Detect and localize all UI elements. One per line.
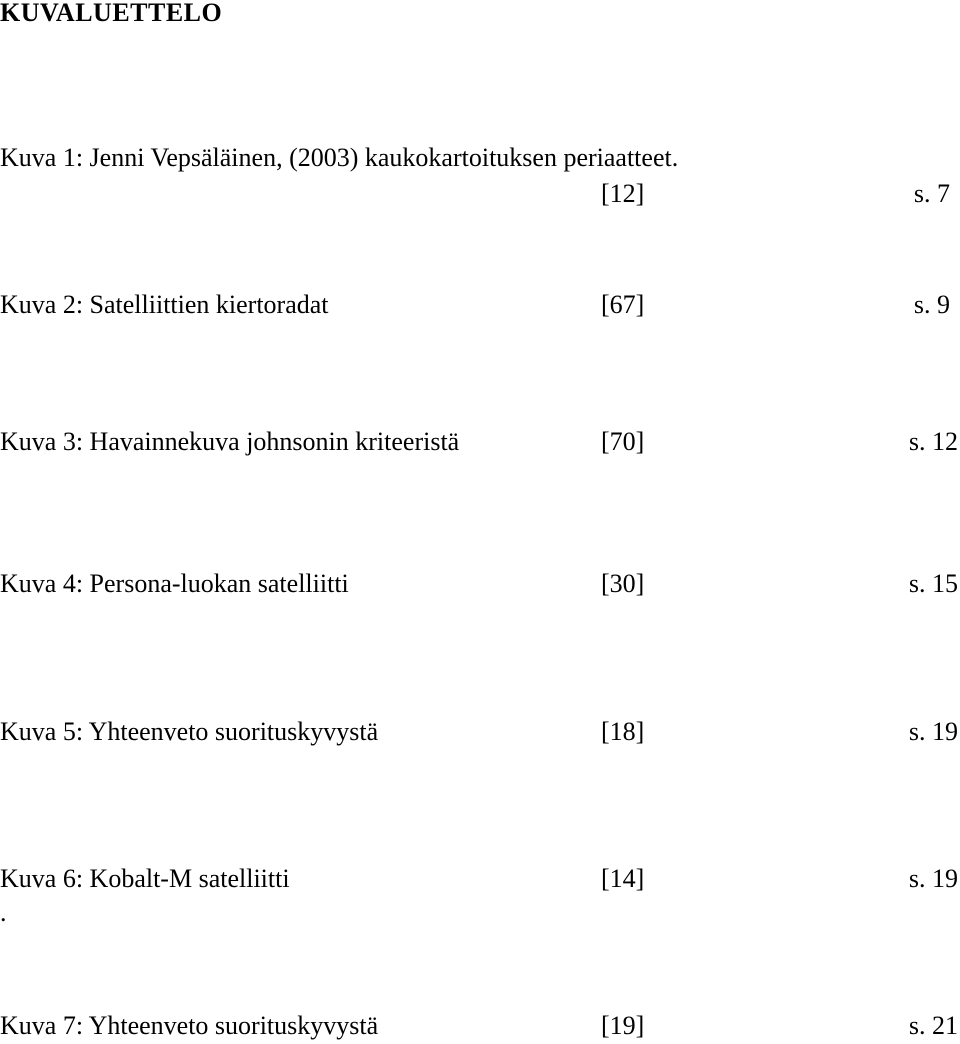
- figure-title: Kuva 3: Havainnekuva johnsonin kriteeristä: [0, 427, 460, 456]
- figure-page: s. 19: [908, 717, 958, 746]
- figure-page: s. 19: [908, 864, 958, 893]
- figure-page: s. 12: [908, 427, 958, 456]
- trailing-period: .: [0, 898, 7, 927]
- figure-ref: [70]: [601, 427, 645, 456]
- figure-title: Kuva 2: Satelliittien kiertoradat: [0, 290, 329, 319]
- figure-page: s. 21: [908, 1011, 958, 1040]
- figure-title: Kuva 7: Yhteenveto suorituskyvystä: [0, 1011, 379, 1040]
- figure-page: s. 15: [908, 569, 958, 598]
- figure-page: s. 9: [913, 290, 950, 319]
- figure-page: s. 7: [913, 179, 950, 208]
- page-title: KUVALUETTELO: [0, 0, 223, 27]
- figure-ref: [30]: [601, 569, 645, 598]
- figure-ref: [14]: [601, 864, 645, 893]
- figure-ref: [67]: [601, 290, 645, 319]
- figure-title: Kuva 6: Kobalt-M satelliitti: [0, 864, 290, 893]
- figure-ref: [12]: [601, 179, 645, 208]
- figure-ref: [18]: [601, 717, 645, 746]
- figure-title: Kuva 5: Yhteenveto suorituskyvystä: [0, 717, 379, 746]
- figure-title: Kuva 1: Jenni Vepsäläinen, (2003) kaukokartoituksen periaatteet.: [0, 143, 679, 172]
- figure-title: Kuva 4: Persona-luokan satelliitti: [0, 569, 349, 598]
- figure-ref: [19]: [601, 1011, 645, 1040]
